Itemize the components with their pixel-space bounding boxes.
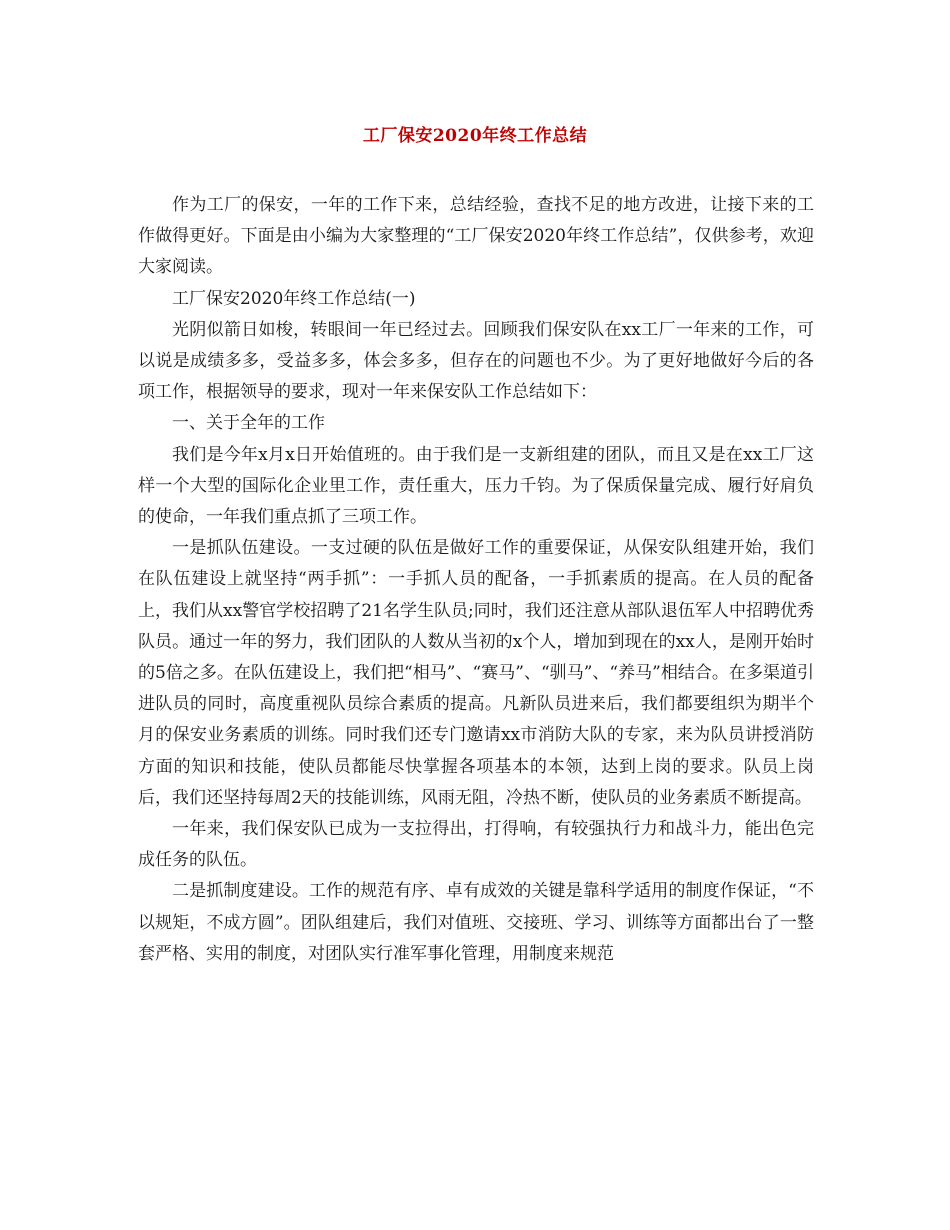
document-body xyxy=(138,190,814,970)
intro-paragraph: 作为工厂的保安，一年的工作下来，总结经验，查找不足的地方改进，让接下来的工作做得更好。下面是由小编为大家整理的“工厂保安2020年终工作总结”，仅供参考，欢迎大家阅读。 xyxy=(138,195,814,278)
body-paragraph: 我们是今年x月x日开始值班的。由于我们是一支新组建的团队，而且又是在xx工厂这样一个大型的国际化企业里工作，责任重大，压力千钧。为了保质保量完成、履行好肩负的使命，一年我们重点抓了三项工作。 xyxy=(138,444,814,528)
body-paragraph: 光阴似箭日如梭，转眼间一年已经过去。回顾我们保安队在xx工厂一年来的工作，可以说是成绩多多，受益多多，体会多多，但存在的问题也不少。为了更好地做好今后的各项工作，根据领导的要求，现对一年来保安队工作总结如下： xyxy=(138,319,814,403)
subsection-heading: 一、关于全年的工作 xyxy=(172,413,325,434)
body-paragraph: 一年来，我们保安队已成为一支拉得出，打得响，有较强执行力和战斗力，能出色完成任务的队伍。 xyxy=(138,819,814,871)
document-title: 工厂保安2020年终工作总结 xyxy=(362,126,588,146)
body-paragraph: 一是抓队伍建设。一支过硬的队伍是做好工作的重要保证，从保安队组建开始，我们在队伍建设上就坚持“两手抓”：一手抓人员的配备，一手抓素质的提高。在人员的配备上，我们从xx警官学校招聘了21名学生队员;同时，我们还注意从部队退伍军人中招聘优秀队员。通过一年的努力，我们团队的人数从当初的x个人，增加到现在的xx人，是刚开始时的5倍之多。在队伍建设上，我们把“相马”、“赛马”、“驯马”、“养马”相结合。在多渠道引进队员的同时，高度重视队员综合素质的提高。凡新队员进来后，我们都要组织为期半个月的保安业务素质的训练。同时我们还专门邀请xx市消防大队的专家，来为队员讲授消防方面的知识和技能，使队员都能尽快掌握各项基本的本领，达到上岗的要求。队员上岗后，我们还坚持每周2天的技能训练，风雨无阻，冷热不断，使队员的业务素质不断提高。 xyxy=(138,538,814,808)
section-heading: 工厂保安2020年终工作总结(一) xyxy=(172,288,416,309)
body-paragraph: 二是抓制度建设。工作的规范有序、卓有成效的关键是靠科学适用的制度作保证，“不以规矩，不成方圆”。团队组建后，我们对值班、交接班、学习、训练等方面都出台了一整套严格、实用的制度，对团队实行准军事化管理，用制度来规范 xyxy=(138,881,814,964)
